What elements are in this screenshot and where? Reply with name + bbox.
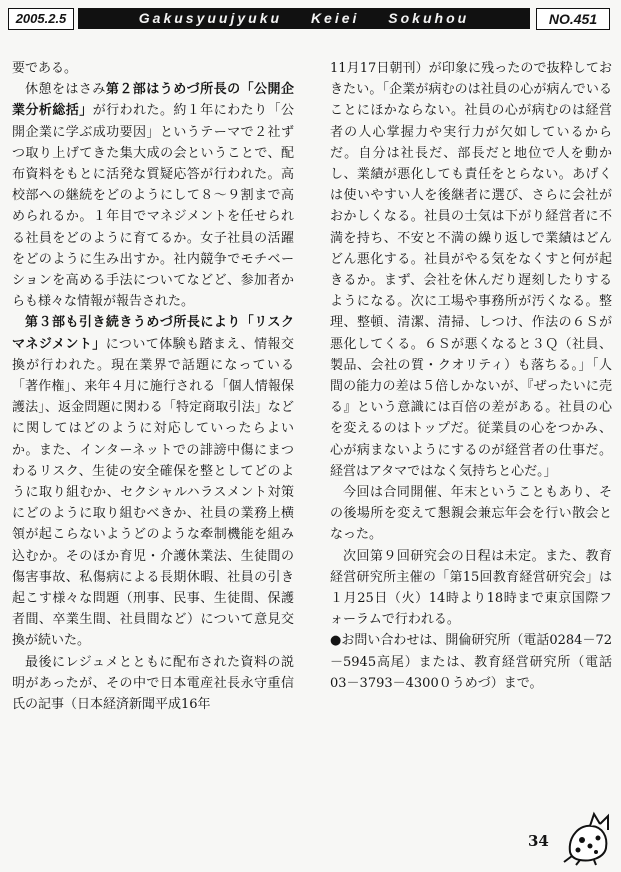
paragraph-part3 xyxy=(12,312,294,651)
paragraph-text: が行われた。約１年にわたり「公開企業に学ぶ成功要因」というテーマで２社ずつ取り上げてきた集大成の会ということで、配布資料をもとに活発な質疑応答が行われた。高校部への継続をどのようにして８～９割まで高められるか。１年目でマネジメントを任せられる社員をどのように育てるか。女子社員の活躍をどのように生み出すか。社内競争でモチベーションを高める手法についてなどど、参加者からも様々な情報が報告された。 xyxy=(12,103,294,310)
paragraph-next-meeting: 次回第９回研究会の日程は未定。また、教育経営研究所主催の「第15回教育経営研究会」は１月25日（火）14時より18時まで東京国際フォーラムで行われる。 xyxy=(330,548,612,628)
quote-paragraph: 11月17日朝刊）が印象に残ったので抜粋しておきたい。「企業が病むのは社員の心が病んでいることにほかならない。社員の心が病むのは経営者の人心掌握力や実行力が欠如しているからだ。自分は社長だ、部長だと地位で人を動かし、業績が悪化しても責任をとらない。あげくは使いやすい人を後継者に選び、さらに会社がおかしくなる。社員の士気は下がり経営者に不満を持ち、不安と不満の繰り返しで業績はどんどん悪化する。社員がやる気をなくすと何が起きるか。まず、会社を休んだり遅刻したりするようになる。次に工場や事務所が汚くなる。整理、整頓、清潔、清掃、しつけ、作法の６Ｓが悪化してくる。６Ｓが悪くなると３Ｑ（社員、製品、会社の質・クオリティ）も落ちる。」「人間の能力の差は５倍しかないが、『ぜったいに売る』という意識には百倍の差がある。社員の心を変えるのはトップだ。従業員の心をつかみ、心が病まないようにするのが経営者の仕事だ。経営はアタマではなく気持ちと心だ。」 xyxy=(330,61,612,479)
right-column xyxy=(330,58,612,694)
issue-date: 2005.2.5 xyxy=(8,8,74,30)
paragraph-closing: 最後にレジュメとともに配布された資料の説明があったが、その中で日本電産社長永守重信氏の記事（日本経済新聞平成16年 xyxy=(12,654,294,713)
paragraph-part2 xyxy=(12,79,294,312)
issue-number: NO.451 xyxy=(536,8,610,30)
highlight-heading-part2: 第２部はうめづ所長の「公開企業分析総括」 xyxy=(12,82,294,119)
paragraph-text: 休憩をはさみ xyxy=(25,82,106,98)
paragraph-text: について体験も踏まえ、情報交換が行われた。現在業界で話題になっている「著作権」、来年４月に施行される「個人情報保護法」、返金問題に関わる「特定商取引法」などに関してはどのように対応していったらよいか。また、インターネットでの誹謗中傷にまつわるリスク、生徒の安全確保を整としてどのように取り組むか、セクシャルハラスメント対策にどのように取り組むべきか、社員の業務上横領が起こらないようどのような牽制機能を組み込むか。そのほか育児・介護休業法、生徒間の傷害事故、私傷病による長期休暇、社員の引き起こす様々な問題（刑事、民事、生徒間、保護者間、卒業生間、社員間など）について意見交換が続いた。 xyxy=(12,336,294,649)
newsletter-header xyxy=(8,8,610,30)
contact-info: ●お問い合わせは、開倫研究所（電話0284－72－5945高尾）または、教育経営研究所（電話03－3793－4300０うめづ）まで。 xyxy=(330,633,612,691)
left-column xyxy=(12,58,294,715)
newsletter-title: Gakusyuujyuku Keiei Sokuhou xyxy=(78,8,530,29)
page-number: 34 xyxy=(528,832,549,850)
paragraph-event-close: 今回は合同開催、年末ということもあり、その後場所を変えて懇親会兼忘年会を行い散会となった。 xyxy=(330,485,612,543)
paragraph-1: 要である。 xyxy=(12,61,78,76)
cat-illustration-icon xyxy=(560,806,618,866)
highlight-heading-part3: 第３部も引き続きうめづ所長により「リスクマネジメント」 xyxy=(12,315,294,352)
